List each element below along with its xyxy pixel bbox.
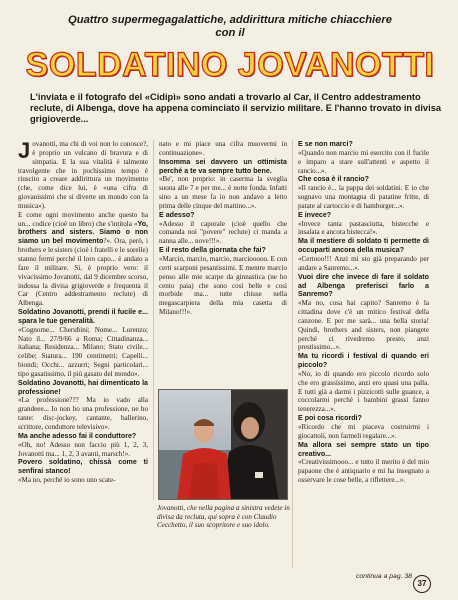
answer-text: «Ricordo che mi piaceva costruirmi i giocattoli, non farmeli regalare...».	[298, 423, 429, 440]
paragraph	[298, 299, 429, 352]
answer-text: «Cognome... Cherubini; Nome... Lorenzo; Nato il... 27/9/66 a Roma; Cittadinanza... italiana; Residenza... Milano; Stato civile... celibe; Statura... 190 centimetri; Capelli... biondi; Occhi... azzurri; Segni particolari... tipo gasatissimo, il più gasato del mondo».	[18, 325, 148, 378]
question-text: E il resto della giornata che fai?	[159, 246, 266, 255]
answer-text: ?». Ora, però, i brothers e le sisters (cioè i fratelli e le sorelle) stanno fermi perché il loro capo... è andato a fare il militare. Sì, è proprio vero: il vivacissimo Jovanotti, dal 9 dicembre scorso, indossa la divisa grigioverde e frequenta il Car (Centro addestramento reclute) di Albenga.	[18, 237, 148, 308]
question-text: Povero soldatino, chissà come ti senfirai stanco!	[18, 458, 148, 476]
answer-text: «Certooo!!! Anzi mi sto già preparando per andare a Sanremo...».	[298, 254, 429, 272]
question-text: E adesso?	[159, 210, 195, 219]
column-1	[18, 140, 148, 485]
answer-text: «La professione??? Ma io vado alla grandeee... Io non ho una professione, ne ho tante: disc-jockey, cantante, ballerino, scrittore, conduttore televisivo».	[18, 396, 148, 431]
answer-text: nato e mi piace una cifra muovermi in continuazione».	[159, 140, 287, 157]
question-text: Insomma sei davvero un ottimista perché a te va sempre tutto bene.	[159, 157, 287, 175]
paragraph	[298, 414, 429, 423]
paragraph	[18, 308, 148, 326]
answer-text: E come ogni movimento anche questo ha un... codice (cioè un libro) che s'intitola «	[18, 210, 148, 228]
question-text: Ma anche adesso fai il conduttore?	[18, 431, 137, 440]
paragraph	[298, 273, 429, 300]
paragraph	[18, 326, 148, 379]
paragraph	[18, 211, 148, 308]
paragraph	[18, 441, 148, 459]
paragraph	[298, 255, 429, 273]
column-divider	[153, 140, 154, 500]
photo-caption: Jovanotti, che nella pagina a sinistra vedete in divisa da recluta, qui sopra è con Claudio Cecchetto, il suo scopritore e suo idolo.	[157, 504, 290, 530]
continued-note: continua a pag. 38	[356, 573, 412, 580]
paragraph	[159, 140, 287, 158]
question-text: Soldatino Jovanotti, prendi il fucile e... spara le tue generalità.	[18, 308, 148, 325]
drop-cap: J	[18, 138, 31, 163]
intro-paragraph: L'inviata e il fotografo del «Cidipì» sono andati a trovarlo al Car, il Centro addestramento reclute, di Albenga, dove ha appena cominciato il servizio militare. E l'hanno trovato in divisa grigioverde...	[30, 92, 442, 125]
question-text: Yo, brothers and sisters. Siamo o non siamo un bel movimento	[18, 219, 148, 246]
paragraph	[298, 140, 429, 149]
paragraph	[298, 441, 429, 459]
page-number: 37	[413, 575, 431, 593]
paragraph	[298, 184, 429, 211]
answer-text: «Oh, no! Adesso non faccio più 1, 2, 3, Jovanotti ma... 1, 2, 3 avanti, marsch!».	[18, 440, 148, 458]
paragraph	[159, 255, 287, 317]
answer-text: «Marcio, marcio, marcio, marciooooo. E con certi scarponi pesantissimi. E mentre marcio penso alle mie scarpe da ginnastica (ne ho cento paia) che sono così belle e così morbide ma... tutte chiuse nella megascarpiera della mia casetta di Milano!!!».	[159, 254, 287, 317]
headline: SOLDATINO JOVANOTTI	[25, 46, 435, 84]
answer-text: ovanotti, ma chi di voi non lo conosce?, è proprio un vulcano di bravura e di simpatia. E la sua vitalità è talmente travolgente che in pochissimo tempo è riuscito a creare addirittura un movimento (che, come dice lui, è «una cifra di giovanissimi che si diverte un mondo con la musica»).	[18, 140, 148, 210]
question-text: Ma il mestiere di soldato ti permette di occuparti ancora della musica?	[298, 237, 429, 255]
paragraph	[298, 458, 429, 485]
paragraph	[18, 476, 148, 485]
column-divider	[292, 140, 293, 568]
answer-text: «Invece tanta pastasciutta, bistecche e insalata e ancora bistecca!».	[298, 219, 429, 237]
question-text: E poi cosa ricordi?	[298, 414, 362, 423]
paragraph	[298, 175, 429, 184]
paragraph	[18, 458, 148, 476]
paragraph	[159, 175, 287, 210]
answer-text: «Ma no, perché io sono uno scate-	[18, 476, 116, 485]
question-text: Soldatino Jovanotti, hai dimenticato la professione!	[18, 378, 148, 396]
paragraph	[298, 237, 429, 255]
paragraph	[298, 423, 429, 441]
question-text: Ma tu ricordi i festival di quando eri piccolo?	[298, 352, 429, 370]
paragraph	[159, 246, 287, 255]
paragraph	[18, 432, 148, 441]
question-text: Che cosa è il rancio?	[298, 175, 369, 184]
paragraph	[298, 211, 429, 220]
paragraph	[18, 379, 148, 397]
answer-text: «Be', non proprio: in caserma la sveglia suona alle 7 e per me... è notte fonda. Infatti sino a un mese fa io non andavo a letto prima delle cinque del mattino...».	[159, 175, 287, 210]
column-3	[298, 140, 429, 485]
column-2	[159, 140, 287, 317]
answer-text: «Il rancio è... la pappa dei soldatini. E io che sognavo una montagna di patatine fritte, di patate al cartoccio e di hamburger...».	[298, 184, 429, 210]
paragraph	[159, 211, 287, 220]
photo	[158, 389, 288, 500]
question-text: E se non marci?	[298, 140, 353, 148]
paragraph	[298, 352, 429, 370]
answer-text: «Quando non marcio mi esercito con il fucile e imparo a stare sull'attenti e aspetto il rancio...».	[298, 148, 429, 175]
question-text: E invece?	[298, 210, 332, 219]
paragraph	[159, 220, 287, 247]
paragraph	[298, 149, 429, 176]
question-text: Ma allora sei sempre stato un tipo creativo...	[298, 440, 429, 458]
photo-image	[159, 390, 288, 500]
answer-text: «No, io di quando ero piccolo ricordo solo che ero grassissimo, anzi ero quasi una palla. E tutti già a darmi i pizzicotti sulle guance, a coccolarmi perché i bambini grassi fanno tenerezza...».	[298, 369, 429, 414]
kicker: Quattro supermegagalattiche, addirittura mitiche chiacchiere con il	[68, 14, 392, 39]
paragraph	[298, 220, 429, 238]
paragraph	[298, 370, 429, 414]
question-text: Vuoi dire che invece di fare il soldato ad Albenga preferisci farlo a Sanremo?	[298, 272, 429, 299]
answer-text: «Adesso il caporale (cioè quello che comanda noi "povere" reclute) ci manda a nanna alle... nove!!!».	[159, 219, 287, 246]
answer-text: «Creativissimooo... e tutto il merito è del mio papaone che è antiquario e mi ha insegnato a osservare le cose belle, a riflettere...».	[298, 458, 429, 485]
paragraph	[159, 158, 287, 176]
paragraph	[18, 396, 148, 431]
answer-text: «Ma no, cosa hai capito? Sanremo è la cittadina dove c'è un mitico festival della canzone. E per me sarà... una bella storia! Quindi, brothers and sisters, non piangete perché ci rivedremo presto, anzi prestissimo...».	[298, 299, 429, 352]
